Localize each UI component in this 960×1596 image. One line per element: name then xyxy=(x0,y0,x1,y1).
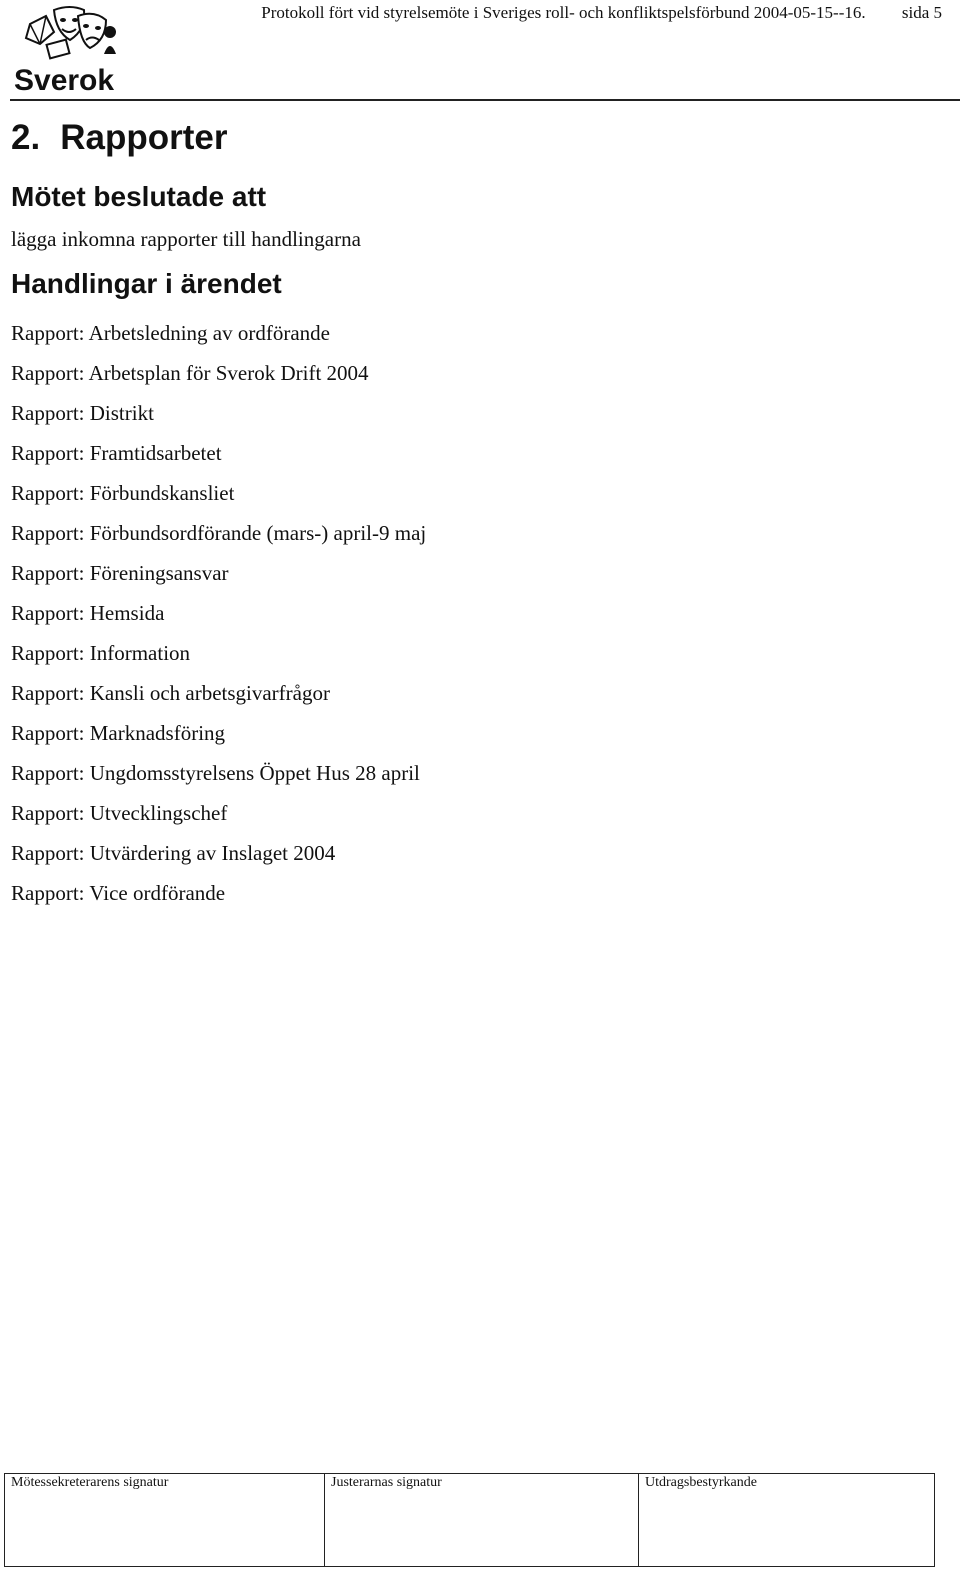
secretary-signature-label: Mötessekreterarens signatur xyxy=(11,1475,169,1490)
page-header xyxy=(261,3,942,23)
list-item: Rapport: Förbundskansliet xyxy=(11,481,235,505)
logo-wordmark: Sverok xyxy=(14,64,115,96)
list-item: Rapport: Utvärdering av Inslaget 2004 xyxy=(11,841,336,865)
list-item: Rapport: Information xyxy=(11,641,191,665)
list-item: Rapport: Distrikt xyxy=(11,401,154,425)
list-item: Rapport: Arbetsplan för Sverok Drift 2004 xyxy=(11,361,369,385)
list-item: Rapport: Ungdomsstyrelsens Öppet Hus 28 april xyxy=(11,761,420,785)
documents-heading: Handlingar i ärendet xyxy=(11,268,282,299)
list-item: Rapport: Marknadsföring xyxy=(11,721,226,745)
document-title: Protokoll fört vid styrelsemöte i Sveriges roll- och konfliktspelsförbund 2004-05-15--16. xyxy=(261,3,866,22)
list-item: Rapport: Arbetsledning av ordförande xyxy=(11,321,330,345)
signature-table xyxy=(4,1473,935,1567)
page-number: sida 5 xyxy=(901,3,942,22)
documents-list xyxy=(11,313,426,913)
list-item: Rapport: Framtidsarbetet xyxy=(11,441,222,465)
adjusters-signature-cell xyxy=(325,1474,639,1567)
list-item: Rapport: Hemsida xyxy=(11,601,165,625)
certification-cell xyxy=(639,1474,935,1567)
section-title: Rapporter xyxy=(60,118,228,157)
decision-text: lägga inkomna rapporter till handlingarna xyxy=(11,227,361,251)
list-item: Rapport: Föreningsansvar xyxy=(11,561,229,585)
list-item: Rapport: Utvecklingschef xyxy=(11,801,228,825)
section-heading xyxy=(11,120,227,155)
certification-label: Utdragsbestyrkande xyxy=(645,1475,757,1490)
list-item: Rapport: Förbundsordförande (mars-) april-9 maj xyxy=(11,521,427,545)
header-divider xyxy=(10,99,960,101)
adjusters-signature-label: Justerarnas signatur xyxy=(331,1475,442,1490)
section-number: 2. xyxy=(11,118,41,157)
sverok-logo xyxy=(10,2,140,96)
list-item: Rapport: Vice ordförande xyxy=(11,881,226,905)
secretary-signature-cell xyxy=(5,1474,325,1567)
decision-heading: Mötet beslutade att xyxy=(11,181,267,212)
list-item: Rapport: Kansli och arbetsgivarfrågor xyxy=(11,681,330,705)
